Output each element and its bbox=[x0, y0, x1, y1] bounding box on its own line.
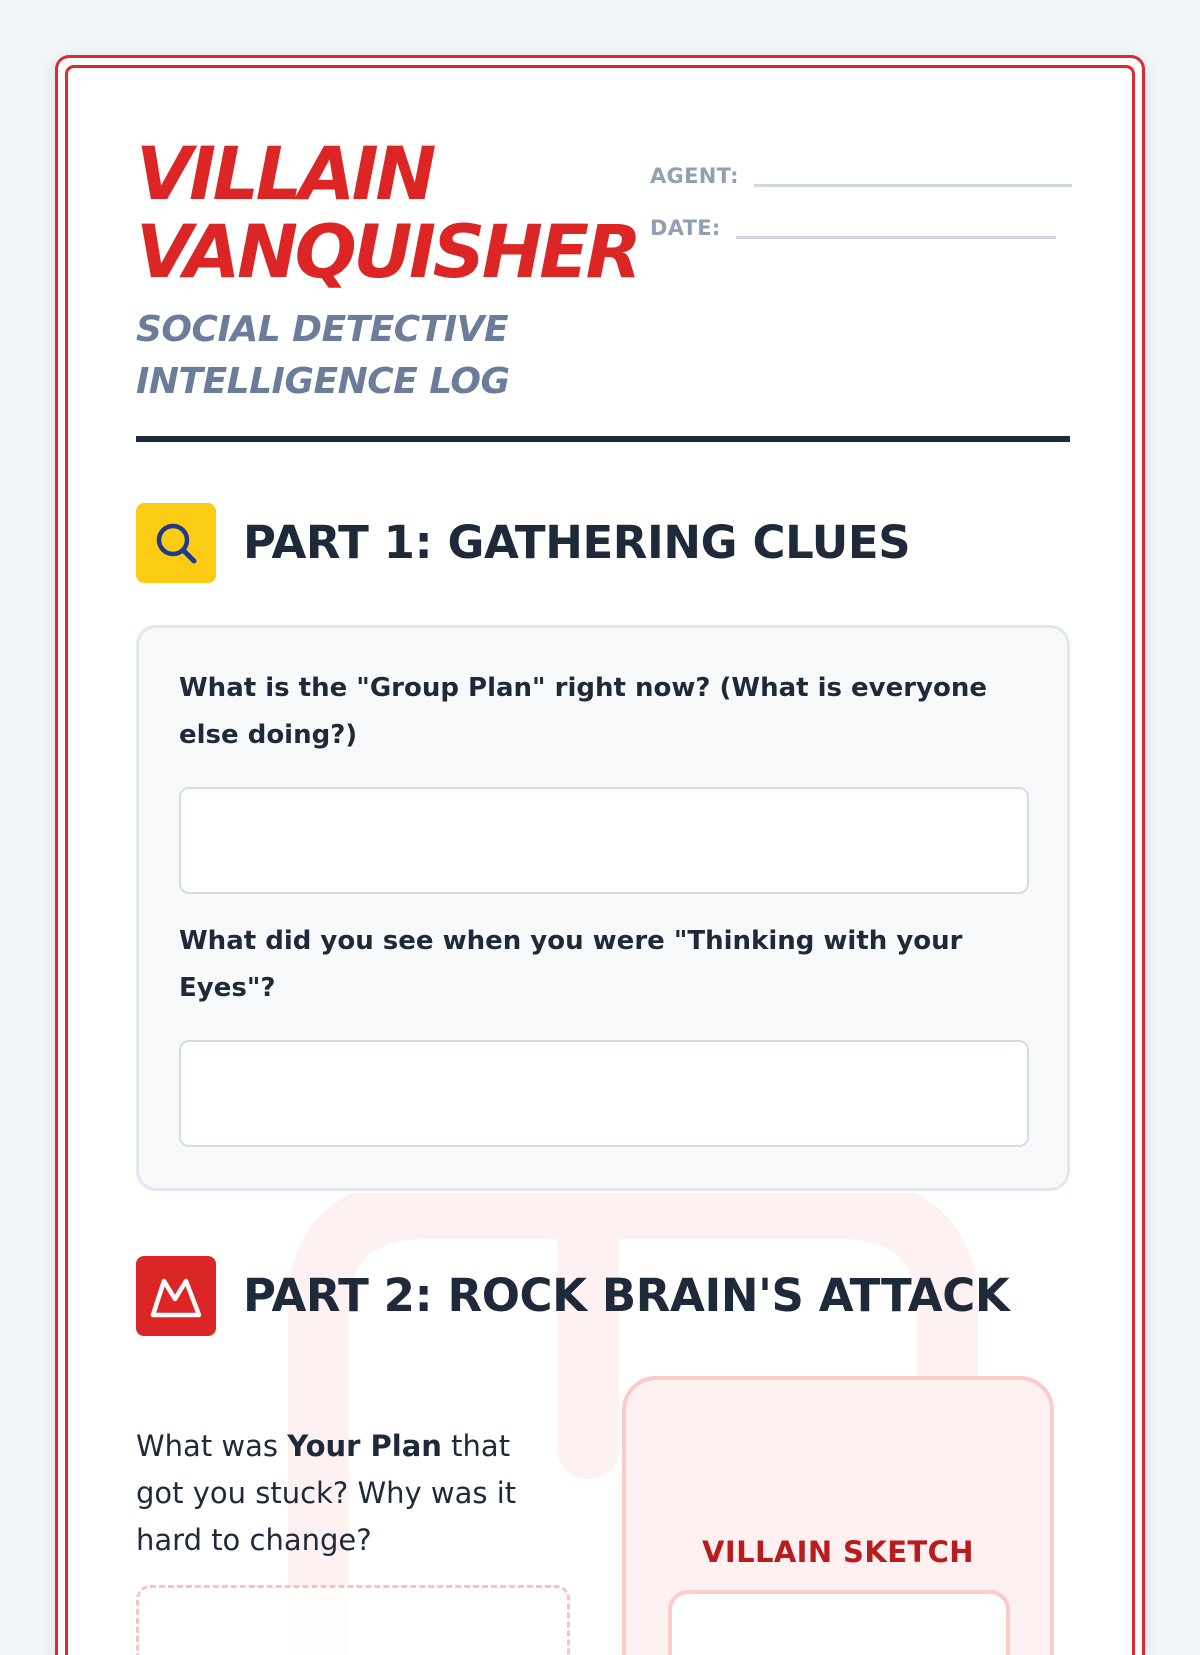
worksheet-page bbox=[55, 55, 1145, 1655]
your-plan-emphasis: Your Plan bbox=[287, 1429, 442, 1463]
your-plan-question bbox=[136, 1423, 566, 1564]
magnifying-glass-icon bbox=[136, 503, 216, 583]
thinking-eyes-question: What did you see when you were "Thinking with your Eyes"? bbox=[179, 926, 963, 1003]
your-plan-question-end: that got you stuck? Why was it hard to change? bbox=[136, 1429, 517, 1557]
title-line-1: VILLAIN bbox=[136, 132, 433, 217]
header-meta-fields bbox=[650, 148, 1080, 252]
mountain-icon bbox=[136, 1256, 216, 1336]
subtitle-line-2: INTELLIGENCE LOG bbox=[136, 361, 510, 402]
agent-field[interactable] bbox=[754, 184, 1072, 187]
villain-sketch-card bbox=[622, 1376, 1054, 1655]
header-divider bbox=[136, 436, 1070, 442]
worksheet-title bbox=[136, 132, 696, 295]
villain-sketch-title: VILLAIN SKETCH bbox=[702, 1535, 974, 1569]
title-line-2: VANQUISHER bbox=[136, 210, 639, 295]
part2-heading bbox=[136, 1256, 1116, 1336]
agent-row bbox=[650, 148, 1080, 188]
group-plan-question: What is the "Group Plan" right now? (What is everyone else doing?) bbox=[179, 673, 988, 750]
date-field[interactable] bbox=[736, 236, 1056, 239]
header-title-block bbox=[136, 132, 696, 408]
date-row bbox=[650, 200, 1080, 240]
your-plan-question-start: What was bbox=[136, 1429, 288, 1463]
agent-label: AGENT: bbox=[650, 164, 739, 188]
thinking-eyes-answer-input[interactable] bbox=[179, 1040, 1029, 1147]
part1-heading bbox=[136, 503, 1116, 583]
part1-title: PART 1: GATHERING CLUES bbox=[243, 516, 911, 569]
worksheet-subtitle bbox=[136, 304, 696, 408]
date-label: DATE: bbox=[650, 216, 721, 240]
subtitle-line-1: SOCIAL DETECTIVE bbox=[136, 309, 509, 350]
gathering-clues-card bbox=[136, 625, 1070, 1191]
part2-title: PART 2: ROCK BRAIN'S ATTACK bbox=[243, 1269, 1010, 1322]
group-plan-answer-input[interactable] bbox=[179, 787, 1029, 894]
your-plan-answer-box[interactable] bbox=[136, 1585, 570, 1655]
